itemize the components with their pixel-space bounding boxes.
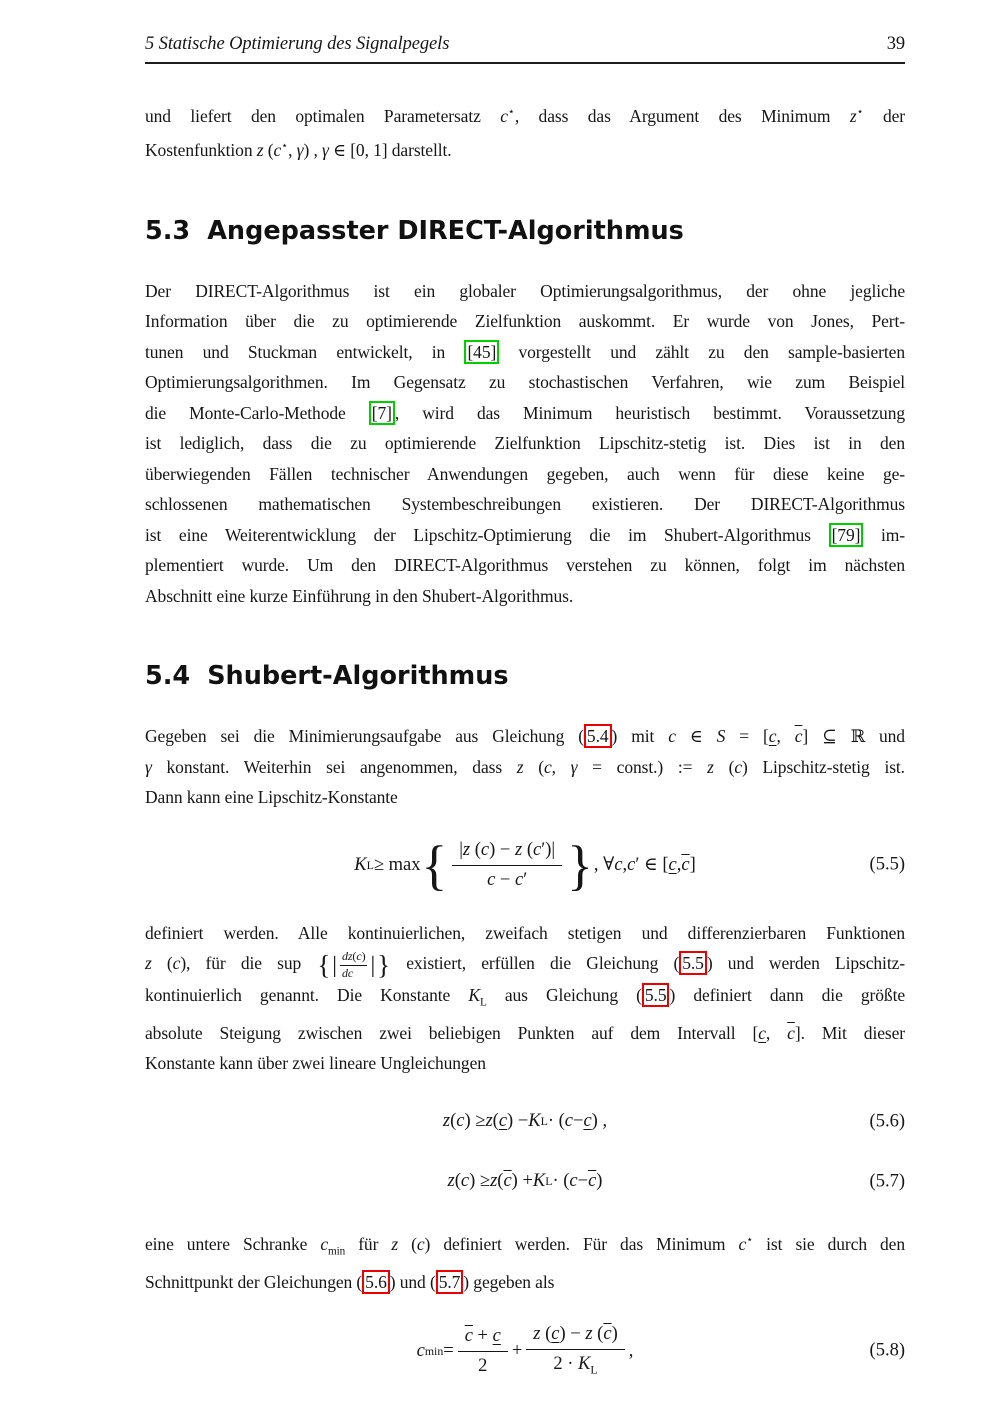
running-header bbox=[145, 34, 905, 64]
paragraph bbox=[145, 721, 905, 813]
equation-ref-link[interactable]: 5.6 bbox=[362, 1270, 390, 1294]
text-line: ist eine Weiterentwicklung der Lipschitz-Optimierung die im Shubert-Algorithmus [79] im- bbox=[145, 524, 905, 545]
running-header-chapter: 5 Statische Optimierung des Signalpegels bbox=[145, 34, 450, 54]
text-line: plementiert wurde. Um den DIRECT-Algorithmus verstehen zu können, folgt im nächsten bbox=[145, 555, 905, 576]
text-line: kontinuierlich genannt. Die Konstante $K_L$ aus Gleichung ( 5.5 ) definiert dann die größte bbox=[145, 984, 905, 1009]
paragraph bbox=[145, 1225, 905, 1297]
text-line: Der DIRECT-Algorithmus ist ein globaler Optimierungsalgorithmus, der ohne jegliche bbox=[145, 280, 905, 301]
equation-number: (5.6) bbox=[869, 1111, 905, 1132]
text-line: schlossenen mathematischen Systembeschreibungen existieren. Der DIRECT-Algorithmus bbox=[145, 494, 905, 515]
text-line: absolute Steigung zwischen zwei beliebigen Punkten auf dem Intervall [c, $\overline{c}$]. Mit dieser bbox=[145, 1022, 905, 1043]
text-line: Schnittpunkt der Gleichungen ( 5.6 ) und ( 5.7 ) gegeben als bbox=[145, 1271, 555, 1292]
text-line: Information über die zu optimierende Zielfunktion auskommt. Er wurde von Jones, Pert- bbox=[145, 311, 905, 332]
equation-5.8 bbox=[145, 1323, 905, 1379]
equation-5.7 bbox=[145, 1165, 905, 1199]
equation-5.5 bbox=[145, 834, 905, 896]
text-line: z (c), für die sup {| $\frac{dz(c)}{dc}$ |} existiert, erfüllen die Gleichung ( 5.5 ) und werden Lipschitz- bbox=[145, 949, 905, 981]
equation-body: z ( c ) ≥ z ( $\overline{c}$ ) + K L · ( c − $\overline{c}$ ) bbox=[447, 1171, 603, 1192]
text-line: Optimierungsalgorithmen. Im Gegensatz zu stochastischen Verfahren, wie zum Beispiel bbox=[145, 372, 905, 393]
text-line: die Monte-Carlo-Methode [7] , wird das Minimum heuristisch bestimmt. Voraussetzung bbox=[145, 402, 905, 423]
page-number: 39 bbox=[886, 34, 905, 54]
section-number: 5.3 bbox=[145, 215, 191, 246]
citation-link[interactable]: [79] bbox=[829, 523, 864, 547]
equation-number: (5.5) bbox=[869, 854, 905, 875]
text-line: γ konstant. Weiterhin sei angenommen, dass z (c, γ = const.) := z (c) Lipschitz-stetig ist. bbox=[145, 756, 905, 777]
section-title: Shubert-Algorithmus bbox=[207, 661, 509, 692]
section-heading-5.3 bbox=[145, 216, 905, 246]
equation-ref-link[interactable]: 5.5 bbox=[679, 951, 707, 975]
text-line: Gegeben sei die Minimierungsaufgabe aus Gleichung ( 5.4 ) mit c ∈ S = [c, $\overline{c}$] ⊆ ℝ und bbox=[145, 726, 905, 747]
equation-ref-link[interactable]: 5.5 bbox=[642, 983, 670, 1007]
text-line: Dann kann eine Lipschitz-Konstante bbox=[145, 787, 398, 808]
text-line: Abschnitt eine kurze Einführung in den Shubert-Algorithmus. bbox=[145, 585, 574, 606]
equation-body: z ( c ) ≥ z ( c ) − K L · ( c − c ) , bbox=[442, 1111, 608, 1132]
text-line: Kostenfunktion z (c⋆, γ) , γ ∈ [0, 1] darstellt. bbox=[145, 140, 452, 161]
text-line: eine untere Schranke $c_{min}$ für z (c) definiert werden. Für das Minimum c⋆ ist sie durch den bbox=[145, 1233, 906, 1258]
text-line: und liefert den optimalen Parametersatz c⋆, dass das Argument des Minimum z⋆ der bbox=[145, 105, 905, 126]
equation-5.6 bbox=[145, 1105, 905, 1139]
equation-body: c min = $\overline{c} + c$ 2 + z (c) − z $(\overline{c})$ $2 \cdot K_L$ , bbox=[416, 1324, 634, 1377]
paragraph bbox=[145, 97, 905, 166]
text-line: tunen und Stuckman entwickelt, in [45] vorgestellt und zählt zu den sample-basierten bbox=[145, 341, 905, 362]
citation-link[interactable]: [45] bbox=[464, 340, 499, 364]
equation-body: K L ≥ max { |z (c) − z (c′)| c − c′ } , ∀ c , c ′ ∈ [ c , $\overline{c}$ ] bbox=[354, 834, 696, 896]
section-number: 5.4 bbox=[145, 661, 191, 692]
section-title: Angepasster DIRECT-Algorithmus bbox=[207, 215, 684, 246]
citation-link[interactable]: [7] bbox=[369, 401, 395, 425]
equation-number: (5.7) bbox=[869, 1171, 905, 1192]
text-line: Konstante kann über zwei lineare Ungleichungen bbox=[145, 1053, 486, 1074]
section-heading-5.4 bbox=[145, 661, 905, 691]
paragraph bbox=[145, 918, 905, 1079]
equation-ref-link[interactable]: 5.7 bbox=[436, 1270, 464, 1294]
text-line: ist lediglich, dass die zu optimierende Zielfunktion Lipschitz-stetig ist. Dies ist in den bbox=[145, 433, 905, 454]
equation-number: (5.8) bbox=[869, 1340, 905, 1361]
paragraph bbox=[145, 276, 905, 612]
text-line: überwiegenden Fällen technischer Anwendungen gegeben, auch wenn für diese keine ge- bbox=[145, 463, 905, 484]
text-line: definiert werden. Alle kontinuierlichen, zweifach stetigen und differenzierbaren Funktionen bbox=[145, 922, 905, 943]
content bbox=[145, 97, 905, 1379]
equation-ref-link[interactable]: 5.4 bbox=[584, 724, 612, 748]
